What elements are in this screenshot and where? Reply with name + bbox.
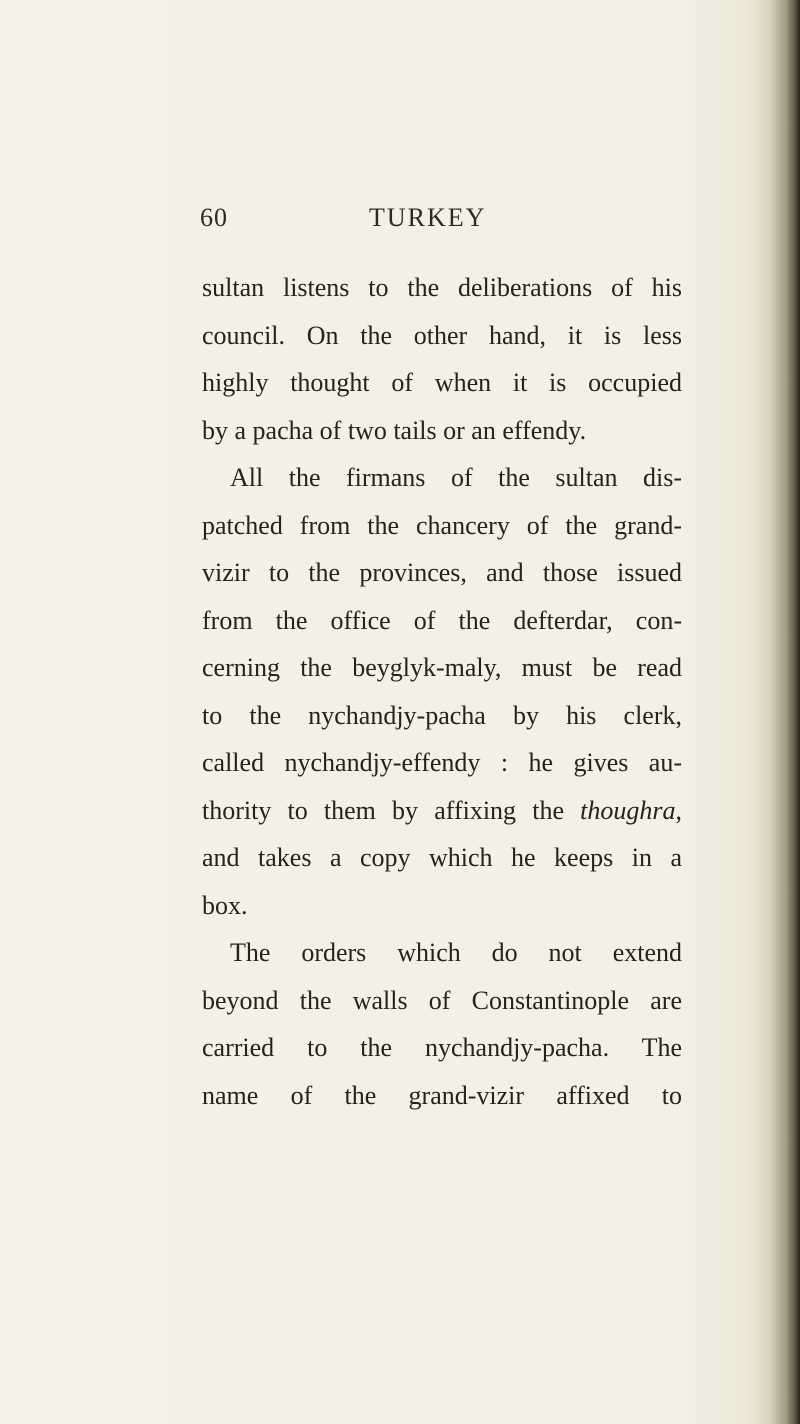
text-line: council. On the other hand, it is less — [202, 320, 682, 350]
text-line: sultan listens to the deliberations of his — [202, 273, 682, 302]
text-line: box. — [202, 890, 248, 920]
book-spine-shadow — [754, 0, 800, 1424]
text-segment: thority to them by affixing the — [202, 795, 581, 825]
text-line: cerning the beyglyk-maly, must be read — [202, 653, 682, 682]
paragraph-start-line: All the firmans of the sultan dis- — [230, 463, 682, 492]
italic-term: thoughra — [580, 795, 676, 825]
paragraph-start-line: The orders which do not extend — [230, 938, 682, 967]
text-line: called nychandjy-effendy : he gives au- — [202, 748, 682, 777]
text-line: from the office of the defterdar, con- — [202, 605, 682, 635]
text-line: name of the grand-vizir affixed to — [202, 1080, 682, 1110]
page-header — [200, 203, 580, 243]
text-line: carried to the nychandjy-pacha. The — [202, 1033, 682, 1062]
page-number: 60 — [200, 203, 228, 232]
text-line-with-italic — [202, 793, 682, 841]
text-line: vizir to the provinces, and those issued — [202, 558, 682, 587]
text-line: patched from the chancery of the grand- — [202, 510, 682, 540]
text-line: highly thought of when it is occupied — [202, 368, 682, 397]
page-body-text — [202, 270, 682, 1125]
text-line: beyond the walls of Constantinople are — [202, 985, 682, 1015]
text-line: and takes a copy which he keeps in a — [202, 843, 682, 872]
running-head: TURKEY — [369, 203, 487, 232]
text-line: by a pacha of two tails or an effendy. — [202, 415, 587, 445]
text-line: to the nychandjy-pacha by his clerk, — [202, 700, 682, 730]
text-segment: , — [675, 795, 682, 825]
